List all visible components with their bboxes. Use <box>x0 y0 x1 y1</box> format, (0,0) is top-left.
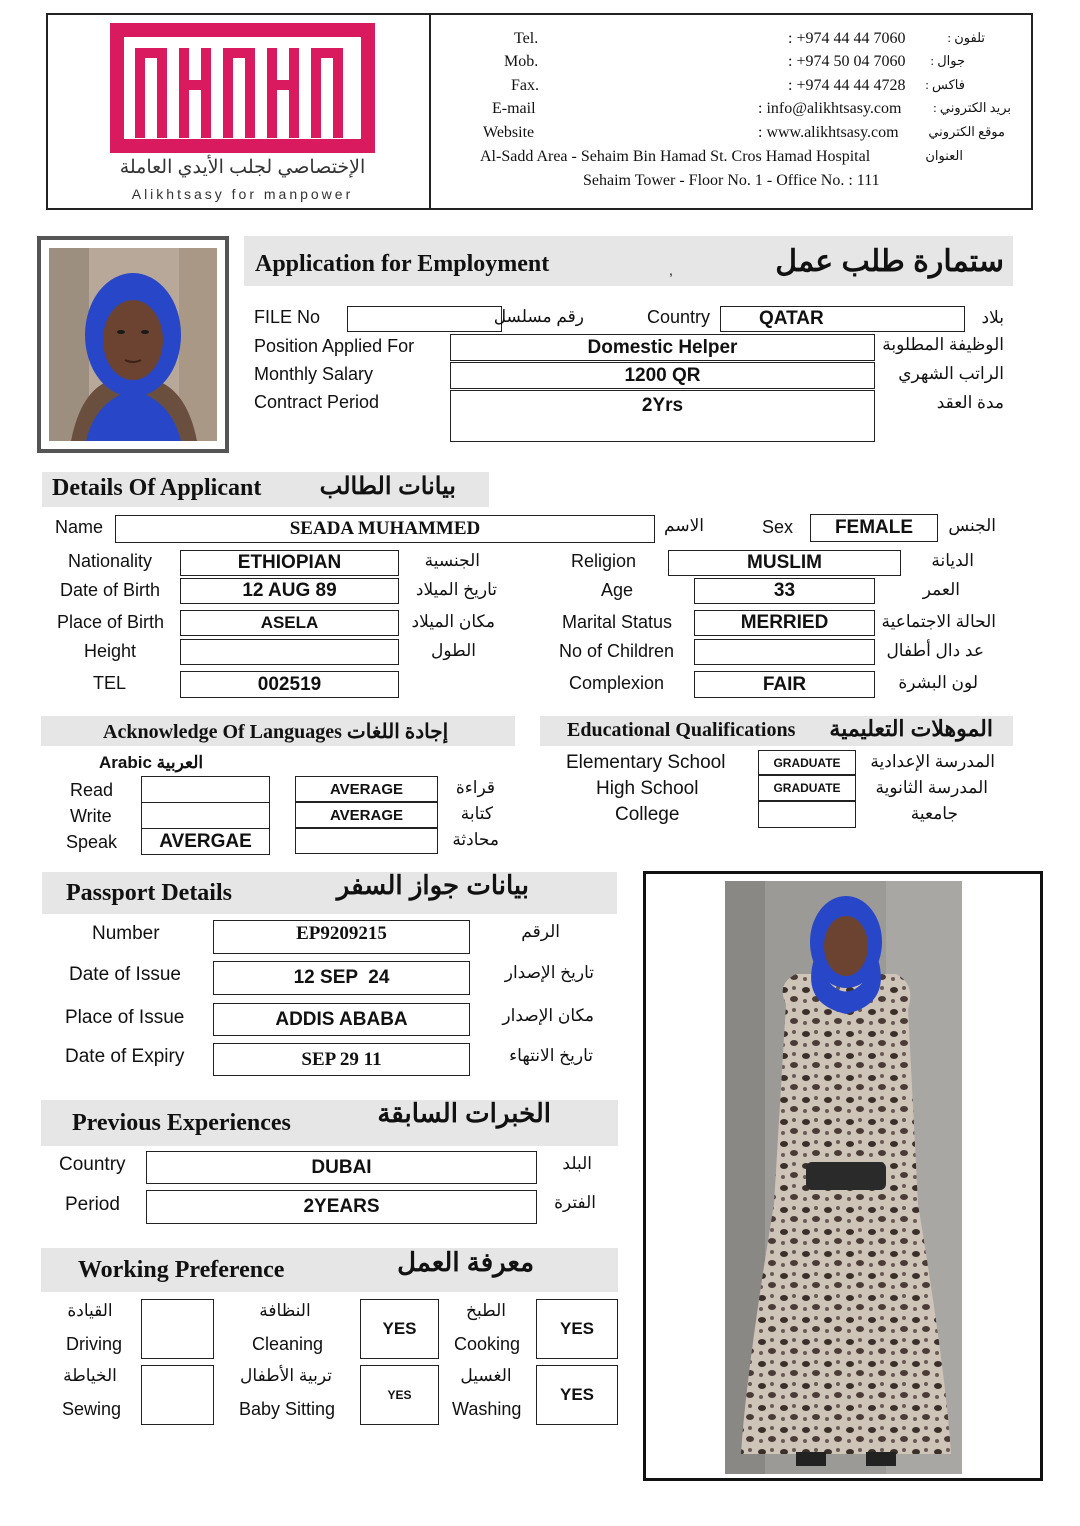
cleaning-field[interactable]: YES <box>360 1299 439 1359</box>
issue-place-label: Place of Issue <box>65 1007 185 1028</box>
portrait-photo <box>37 236 229 453</box>
experience-period-field[interactable]: 2YEARS <box>146 1190 537 1224</box>
college-field[interactable] <box>758 801 856 828</box>
expiry-date-field[interactable]: SEP 29 11 <box>213 1043 470 1076</box>
baby-sitting-field[interactable]: YES <box>360 1365 439 1425</box>
issue-place-field[interactable]: ADDIS ABABA <box>213 1003 470 1036</box>
salary-ar-label: الراتب الشهري <box>898 364 1004 383</box>
applicant-title-ar: بيانات الطالب <box>319 473 456 500</box>
sewing-ar-label: الخياطة <box>63 1366 117 1385</box>
contract-ar-label: مدة العقد <box>936 393 1004 412</box>
expiry-date-ar-label: تاريخ الانتهاء <box>509 1046 593 1065</box>
baby-sitting-ar-label: تربية الأطفال <box>240 1366 332 1385</box>
contract-field[interactable]: 2Yrs <box>450 390 875 442</box>
children-label: No of Children <box>559 641 675 661</box>
passport-number-label: Number <box>92 923 160 944</box>
children-ar-label: عد دال أطفال <box>886 641 984 660</box>
elementary-field[interactable]: GRADUATE <box>758 750 856 775</box>
passport-number-field[interactable]: EP9209215 <box>213 920 470 954</box>
position-field[interactable]: Domestic Helper <box>450 334 875 361</box>
nationality-label: Nationality <box>68 551 153 571</box>
high-school-field[interactable]: GRADUATE <box>758 775 856 801</box>
experience-country-field[interactable]: DUBAI <box>146 1151 537 1184</box>
file-no-label: FILE No <box>254 307 321 327</box>
contact-row: Tel. : +974 44 44 7060 تلفون : <box>514 30 985 47</box>
complexion-field[interactable]: FAIR <box>694 671 875 698</box>
issue-date-label: Date of Issue <box>69 964 181 985</box>
washing-field[interactable]: YES <box>536 1365 618 1425</box>
dob-field[interactable]: 12 AUG 89 <box>180 578 399 604</box>
logo-mark-icon <box>105 18 380 158</box>
children-field[interactable] <box>694 639 875 665</box>
contact-row: Website : www.alikhtsasy.com موقع الكتروني <box>483 124 1005 141</box>
name-field[interactable]: SEADA MUHAMMED <box>115 515 655 543</box>
position-label: Position Applied For <box>254 336 415 356</box>
write-label: Write <box>70 806 112 826</box>
pob-label: Place of Birth <box>57 612 165 632</box>
country-ar-label: بلاد <box>981 308 1004 327</box>
issue-date-field[interactable]: 12 SEP 24 <box>213 961 470 995</box>
write-ar-label: كتابة <box>460 804 493 823</box>
education-title-en: Educational Qualifications <box>567 719 796 741</box>
dob-ar-label: تاريخ الميلاد <box>415 580 497 599</box>
pob-ar-label: مكان الميلاد <box>411 612 495 631</box>
country-label: Country <box>647 307 711 327</box>
read-label: Read <box>70 780 114 800</box>
washing-ar-label: الغسيل <box>460 1366 512 1385</box>
name-ar-label: الاسم <box>664 516 704 535</box>
form-title-en: Application for Employment <box>255 251 550 277</box>
education-title-ar: الموهلات التعليمية <box>829 716 993 741</box>
form-title-ar: ستمارة طلب عمل <box>775 245 1004 278</box>
age-label: Age <box>601 580 634 600</box>
experience-title-en: Previous Experiences <box>72 1110 291 1136</box>
age-field[interactable]: 33 <box>694 578 875 604</box>
college-label: College <box>615 804 680 825</box>
experience-country-ar-label: البلد <box>562 1154 592 1173</box>
file-no-ar-label: رقم مسلسل <box>493 307 584 326</box>
salary-field[interactable]: 1200 QR <box>450 362 875 389</box>
experience-country-label: Country <box>59 1154 126 1175</box>
washing-label: Washing <box>452 1399 522 1419</box>
complexion-ar-label: لون البشرة <box>898 673 978 692</box>
marital-label: Marital Status <box>562 612 673 632</box>
religion-field[interactable]: MUSLIM <box>668 550 901 576</box>
marital-field[interactable]: MERRIED <box>694 610 875 636</box>
age-ar-label: العمر <box>922 580 960 599</box>
complexion-label: Complexion <box>569 673 665 693</box>
position-ar-label: الوظيفة المطلوبة <box>882 335 1004 354</box>
address-row-2: Sehaim Tower - Floor No. 1 - Office No. : 111 <box>583 172 880 189</box>
baby-sitting-label: Baby Sitting <box>239 1399 336 1419</box>
company-logo <box>105 18 380 208</box>
marital-ar-label: الحالة الاجتماعية <box>881 612 996 631</box>
english-speak-field[interactable] <box>295 828 438 854</box>
passport-number-ar-label: الرقم <box>521 922 560 941</box>
speak-ar-label: محادثة <box>452 830 499 849</box>
contact-row: Mob. : +974 50 04 7060 جوال : <box>504 53 965 70</box>
languages-title: Acknowledge Of Languages إجادة اللغات <box>103 721 449 743</box>
address-row: Al-Sadd Area - Sehaim Bin Hamad St. Cros Hamad Hospital العنوان <box>480 148 963 165</box>
sewing-field[interactable] <box>141 1365 214 1425</box>
pob-field[interactable]: ASELA <box>180 610 399 636</box>
dob-label: Date of Birth <box>60 580 161 600</box>
english-read-field[interactable]: AVERAGE <box>295 776 438 802</box>
experience-title-ar: الخبرات السابقة <box>377 1098 551 1128</box>
driving-field[interactable] <box>141 1299 214 1359</box>
sewing-label: Sewing <box>62 1399 122 1419</box>
high-school-ar-label: المدرسة الثانوية <box>875 778 988 797</box>
salary-label: Monthly Salary <box>254 364 374 384</box>
elementary-ar-label: المدرسة الإعدادية <box>870 752 995 771</box>
logo-arabic-text: الإختصاصي لجلب الأيدي العاملة <box>119 157 366 178</box>
contact-row: E-mail : info@alikhtsasy.com بريد الكتروني : <box>492 100 1011 117</box>
contact-block <box>440 30 1025 200</box>
issue-place-ar-label: مكان الإصدار <box>502 1006 594 1025</box>
english-write-field[interactable]: AVERAGE <box>295 802 438 828</box>
arabic-speak-field[interactable]: AVERGAE <box>141 828 270 855</box>
read-ar-label: قراءة <box>455 778 495 797</box>
cleaning-ar-label: النظافة <box>259 1301 311 1320</box>
nationality-ar-label: الجنسية <box>424 551 480 570</box>
passport-title-en: Passport Details <box>66 880 232 906</box>
height-label: Height <box>84 641 137 661</box>
logo-english-text: Alikhtsasy for manpower <box>131 186 354 202</box>
cooking-field[interactable]: YES <box>536 1299 618 1359</box>
tel-label: TEL <box>93 673 127 693</box>
title-mark: , <box>669 262 673 278</box>
elementary-label: Elementary School <box>566 752 726 773</box>
high-school-label: High School <box>596 778 699 799</box>
preference-title-ar: معرفة العمل <box>397 1247 534 1277</box>
experience-period-ar-label: الفترة <box>554 1193 596 1212</box>
height-ar-label: الطول <box>431 641 476 660</box>
country-field[interactable]: QATAR <box>720 306 965 332</box>
religion-label: Religion <box>571 551 637 571</box>
issue-date-ar-label: تاريخ الإصدار <box>504 963 594 982</box>
sex-field[interactable]: FEMALE <box>810 514 938 542</box>
sex-ar-label: الجنس <box>948 516 996 535</box>
religion-ar-label: الديانة <box>931 551 974 570</box>
cleaning-label: Cleaning <box>252 1334 324 1354</box>
full-body-photo <box>643 871 1043 1481</box>
passport-title-ar: بيانات جواز السفر <box>336 870 529 900</box>
speak-label: Speak <box>66 832 118 852</box>
experience-period-label: Period <box>65 1194 120 1215</box>
contact-row: Fax. : +974 44 44 4728 فاكس : <box>511 77 965 94</box>
file-no-field[interactable] <box>347 306 502 332</box>
arabic-read-field[interactable] <box>141 776 270 803</box>
sex-label: Sex <box>762 517 794 537</box>
arabic-language-label: Arabic العربية <box>99 753 204 772</box>
expiry-date-label: Date of Expiry <box>65 1046 185 1067</box>
cooking-ar-label: الطبخ <box>466 1301 506 1320</box>
tel-field[interactable]: 002519 <box>180 671 399 698</box>
height-field[interactable] <box>180 639 399 665</box>
name-label: Name <box>55 517 104 537</box>
cooking-label: Cooking <box>454 1334 521 1354</box>
nationality-field[interactable]: ETHIOPIAN <box>180 550 399 576</box>
driving-label: Driving <box>66 1334 123 1354</box>
applicant-title-en: Details Of Applicant <box>52 475 262 501</box>
preference-title-en: Working Preference <box>78 1257 285 1283</box>
contract-label: Contract Period <box>254 392 380 412</box>
letterhead-divider <box>429 13 431 210</box>
arabic-write-field[interactable] <box>141 802 270 829</box>
college-ar-label: جامعية <box>910 804 958 823</box>
driving-ar-label: القيادة <box>67 1301 113 1320</box>
